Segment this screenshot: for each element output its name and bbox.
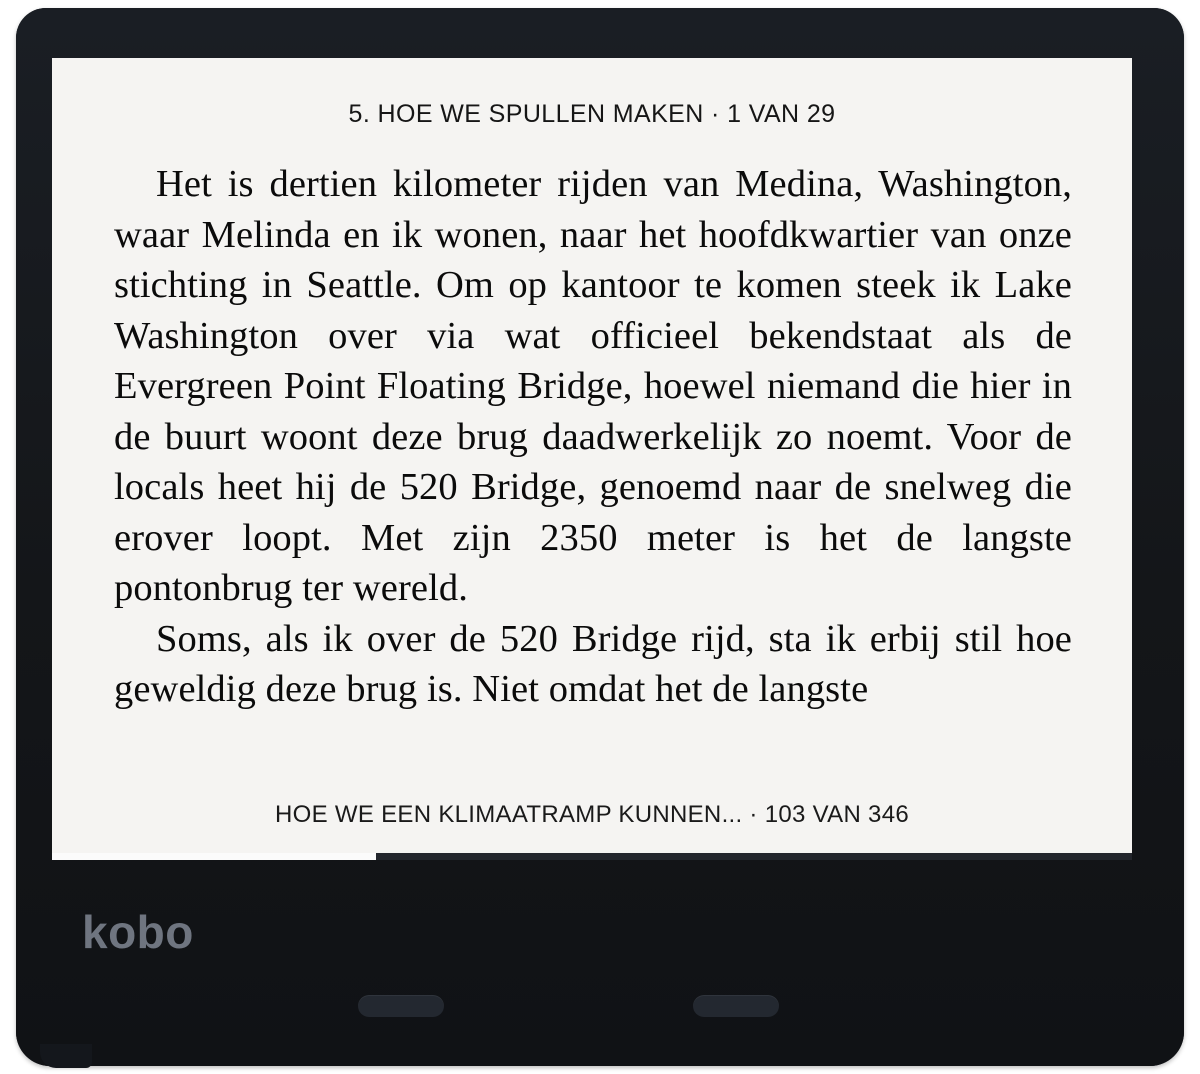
- page-forward-button[interactable]: [693, 995, 779, 1017]
- reading-page[interactable]: [52, 58, 1132, 853]
- reading-progress-fill: [52, 853, 376, 860]
- page-back-button[interactable]: [358, 995, 444, 1017]
- book-body-text: [114, 159, 1072, 715]
- paragraph: Het is dertien kilometer rijden van Medina, Washington, waar Melinda en ik wonen, naar het hoofdkwartier van onze stichting in Seattle. Om op kantoor te komen steek ik Lake Washington over via wat officieel bekendstaat als de Evergreen Point Floating Bridge, hoewel niemand die hier in de buurt woont deze brug daadwerkelijk zo noemt. Voor de locals heet hij de 520 Bridge, genoemd naar de snelweg die erover loopt. Met zijn 2350 meter is het de langste pontonbrug ter wereld.: [114, 163, 1072, 609]
- book-progress-footer: HOE WE EEN KLIMAATRAMP KUNNEN... · 103 VAN 346: [275, 801, 909, 828]
- paragraph: Soms, als ik over de 520 Bridge rijd, sta ik erbij stil hoe geweldig deze brug is. Niet omdat het de langste: [114, 617, 1072, 710]
- kobo-logo: kobo: [82, 906, 194, 958]
- chapter-header: 5. HOE WE SPULLEN MAKEN · 1 VAN 29: [348, 100, 836, 128]
- device-corner-foot: [40, 1044, 92, 1068]
- reading-progress-track[interactable]: [52, 853, 1132, 860]
- ereader-screen[interactable]: [52, 58, 1132, 853]
